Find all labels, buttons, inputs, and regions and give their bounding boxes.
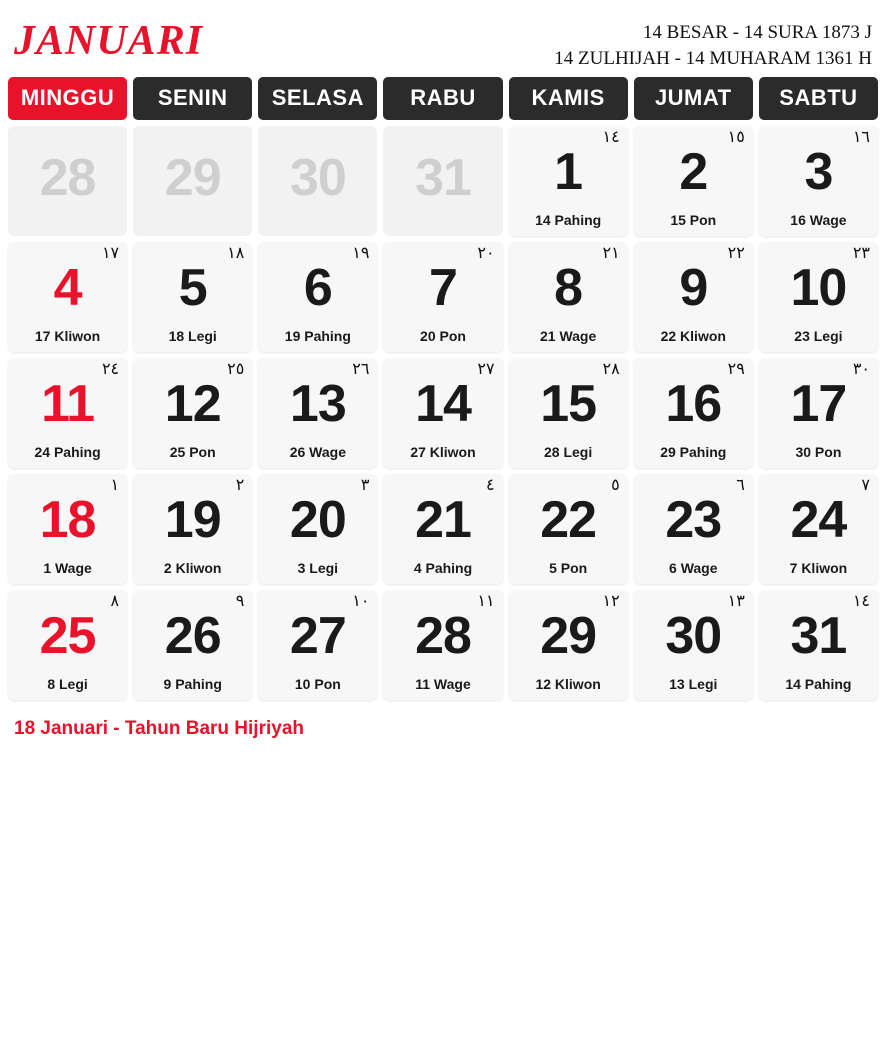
hijri-date: ٧ bbox=[861, 475, 870, 495]
day-number: 17 bbox=[790, 375, 847, 434]
calendar-cell[interactable] bbox=[634, 126, 753, 236]
calendar-cell[interactable] bbox=[258, 590, 377, 700]
hijri-date: ٢٨ bbox=[602, 359, 620, 379]
javanese-date-label: 10 Pon bbox=[294, 676, 341, 693]
hijri-date: ٢٧ bbox=[477, 359, 495, 379]
calendar-cell[interactable] bbox=[634, 474, 753, 584]
hijri-date: ٢٠ bbox=[477, 243, 495, 263]
javanese-date-label: 19 Pahing bbox=[284, 328, 351, 345]
day-number: 29 bbox=[540, 607, 597, 666]
javanese-date-label: 22 Kliwon bbox=[660, 328, 726, 345]
hijri-date: ١٥ bbox=[727, 127, 745, 147]
calendar-cell[interactable] bbox=[759, 358, 878, 468]
javanese-date-label: 29 Pahing bbox=[660, 444, 727, 461]
calendar-cell[interactable] bbox=[634, 242, 753, 352]
day-name-rabu: RABU bbox=[383, 77, 502, 120]
hijri-date: ١٦ bbox=[852, 127, 870, 147]
calendar-cell[interactable] bbox=[509, 358, 628, 468]
hijri-date: ٢٣ bbox=[852, 243, 870, 263]
calendar-era-info bbox=[554, 14, 872, 71]
day-name-senin: SENIN bbox=[133, 77, 252, 120]
calendar-cell[interactable] bbox=[383, 242, 502, 352]
hijri-date: ٩ bbox=[235, 591, 245, 611]
calendar-cell[interactable] bbox=[258, 358, 377, 468]
calendar-cell-adjacent-month[interactable] bbox=[133, 126, 252, 236]
hijri-date: ١٤ bbox=[852, 591, 870, 611]
calendar-cell[interactable] bbox=[8, 474, 127, 584]
javanese-date-label: 18 Legi bbox=[168, 328, 217, 345]
hijri-date: ٣ bbox=[360, 475, 370, 495]
calendar-cell[interactable] bbox=[8, 590, 127, 700]
hijri-era-line: 14 ZULHIJAH - 14 MUHARAM 1361 H bbox=[554, 47, 872, 69]
calendar-grid bbox=[8, 126, 878, 700]
day-number: 30 bbox=[665, 607, 722, 666]
day-number: 22 bbox=[540, 491, 597, 550]
calendar-cell[interactable] bbox=[133, 242, 252, 352]
javanese-date-label: 26 Wage bbox=[289, 444, 346, 461]
hijri-date: ٢ bbox=[235, 475, 245, 495]
day-number: 15 bbox=[540, 375, 597, 434]
day-number: 5 bbox=[178, 259, 207, 318]
hijri-date: ١٩ bbox=[352, 243, 370, 263]
calendar-cell[interactable] bbox=[509, 474, 628, 584]
day-number: 28 bbox=[415, 607, 471, 666]
hijri-date: ٢٥ bbox=[227, 359, 245, 379]
calendar-cell-adjacent-month[interactable] bbox=[8, 126, 127, 236]
javanese-date-label: 2 Kliwon bbox=[163, 560, 222, 577]
javanese-era-line: 14 BESAR - 14 SURA 1873 J bbox=[642, 22, 872, 43]
day-number: 25 bbox=[39, 607, 96, 666]
calendar-cell[interactable] bbox=[759, 126, 878, 236]
hijri-date: ٤ bbox=[485, 475, 495, 495]
javanese-date-label: 23 Legi bbox=[794, 328, 843, 345]
calendar-cell[interactable] bbox=[383, 474, 502, 584]
day-number: 31 bbox=[415, 149, 471, 208]
javanese-date-label: 4 Pahing bbox=[413, 560, 473, 577]
day-name-jumat: JUMAT bbox=[634, 77, 753, 120]
javanese-date-label: 25 Pon bbox=[169, 444, 216, 461]
calendar-cell[interactable] bbox=[634, 358, 753, 468]
calendar-cell[interactable] bbox=[634, 590, 753, 700]
javanese-date-label: 11 Wage bbox=[415, 676, 471, 693]
javanese-date-label: 17 Kliwon bbox=[34, 328, 101, 345]
day-number: 14 bbox=[415, 375, 471, 434]
day-name-row bbox=[8, 77, 878, 126]
day-number: 26 bbox=[164, 607, 221, 666]
day-number: 13 bbox=[289, 375, 346, 434]
hijri-date: ٢٦ bbox=[352, 359, 370, 379]
calendar-cell[interactable] bbox=[8, 242, 127, 352]
javanese-date-label: 6 Wage bbox=[669, 560, 718, 577]
day-name-sabtu: SABTU bbox=[759, 77, 878, 120]
holiday-note: 18 Januari - Tahun Baru Hijriyah bbox=[14, 718, 305, 740]
hijri-date: ٨ bbox=[110, 591, 120, 611]
day-number: 20 bbox=[289, 491, 346, 550]
calendar-cell[interactable] bbox=[133, 590, 252, 700]
hijri-date: ١ bbox=[110, 475, 120, 495]
calendar-cell[interactable] bbox=[383, 590, 502, 700]
javanese-date-label: 21 Wage bbox=[539, 328, 597, 345]
holiday-notes bbox=[8, 700, 878, 743]
javanese-date-label: 12 Kliwon bbox=[535, 676, 601, 693]
day-number: 30 bbox=[289, 149, 346, 208]
day-number: 27 bbox=[289, 607, 346, 666]
hijri-date: ٢٩ bbox=[727, 359, 745, 379]
calendar-cell[interactable] bbox=[509, 242, 628, 352]
day-number: 1 bbox=[554, 143, 583, 202]
day-number: 3 bbox=[804, 143, 833, 202]
day-number: 8 bbox=[554, 259, 583, 318]
javanese-date-label: 14 Pahing bbox=[785, 676, 852, 693]
javanese-date-label: 30 Pon bbox=[795, 444, 842, 461]
hijri-date: ٢١ bbox=[602, 243, 620, 263]
day-number: 4 bbox=[53, 259, 82, 318]
day-number: 10 bbox=[790, 259, 847, 318]
calendar-cell[interactable] bbox=[8, 358, 127, 468]
day-name-kamis: KAMIS bbox=[509, 77, 628, 120]
javanese-date-label: 16 Wage bbox=[790, 212, 847, 229]
day-number: 2 bbox=[679, 143, 708, 202]
calendar-cell[interactable] bbox=[759, 590, 878, 700]
calendar-cell-adjacent-month[interactable] bbox=[258, 126, 377, 236]
calendar-cell[interactable] bbox=[759, 242, 878, 352]
javanese-date-label: 5 Pon bbox=[549, 560, 588, 577]
day-number: 21 bbox=[415, 491, 471, 550]
day-number: 19 bbox=[164, 491, 221, 550]
hijri-date: ٢٢ bbox=[727, 243, 745, 263]
calendar-cell-adjacent-month[interactable] bbox=[383, 126, 502, 236]
hijri-date: ١٣ bbox=[727, 591, 745, 611]
day-number: 23 bbox=[665, 491, 722, 550]
hijri-date: ١٨ bbox=[227, 243, 245, 263]
day-number: 28 bbox=[39, 149, 96, 208]
day-name-selasa: SELASA bbox=[258, 77, 377, 120]
javanese-date-label: 7 Kliwon bbox=[789, 560, 848, 577]
javanese-date-label: 3 Legi bbox=[297, 560, 339, 577]
javanese-date-label: 1 Wage bbox=[43, 560, 92, 577]
javanese-date-label: 20 Pon bbox=[420, 328, 466, 345]
day-number: 29 bbox=[164, 149, 221, 208]
day-name-minggu: MINGGU bbox=[8, 77, 127, 120]
day-number: 16 bbox=[665, 375, 722, 434]
javanese-date-label: 27 Kliwon bbox=[410, 444, 476, 461]
calendar-cell[interactable] bbox=[509, 126, 628, 236]
hijri-date: ١١ bbox=[477, 591, 495, 611]
month-title: JANUARI bbox=[14, 18, 204, 64]
calendar-cell[interactable] bbox=[133, 358, 252, 468]
day-number: 24 bbox=[790, 491, 847, 550]
calendar-cell[interactable] bbox=[509, 590, 628, 700]
calendar-cell[interactable] bbox=[759, 474, 878, 584]
javanese-date-label: 24 Pahing bbox=[34, 444, 101, 461]
hijri-date: ١٤ bbox=[602, 127, 620, 147]
day-number: 7 bbox=[429, 259, 457, 318]
javanese-date-label: 13 Legi bbox=[669, 676, 718, 693]
hijri-date: ٣٠ bbox=[852, 359, 870, 379]
hijri-date: ١٧ bbox=[101, 243, 120, 263]
hijri-date: ١٢ bbox=[602, 591, 620, 611]
calendar-header bbox=[8, 0, 878, 77]
hijri-date: ٦ bbox=[736, 475, 745, 495]
hijri-date: ١٠ bbox=[352, 591, 370, 611]
hijri-date: ٢٤ bbox=[101, 359, 120, 379]
day-number: 11 bbox=[41, 375, 95, 434]
calendar-cell[interactable] bbox=[383, 358, 502, 468]
javanese-date-label: 8 Legi bbox=[47, 676, 88, 693]
hijri-date: ٥ bbox=[611, 475, 620, 495]
calendar-cell[interactable] bbox=[258, 242, 377, 352]
day-number: 9 bbox=[679, 259, 708, 318]
day-number: 18 bbox=[39, 491, 96, 550]
javanese-date-label: 14 Pahing bbox=[535, 212, 602, 229]
calendar-cell[interactable] bbox=[133, 474, 252, 584]
day-number: 6 bbox=[303, 259, 332, 318]
javanese-date-label: 28 Legi bbox=[544, 444, 593, 461]
javanese-date-label: 15 Pon bbox=[670, 212, 717, 229]
day-number: 31 bbox=[790, 607, 847, 666]
calendar-cell[interactable] bbox=[258, 474, 377, 584]
day-number: 12 bbox=[164, 375, 221, 434]
javanese-date-label: 9 Pahing bbox=[163, 676, 222, 693]
